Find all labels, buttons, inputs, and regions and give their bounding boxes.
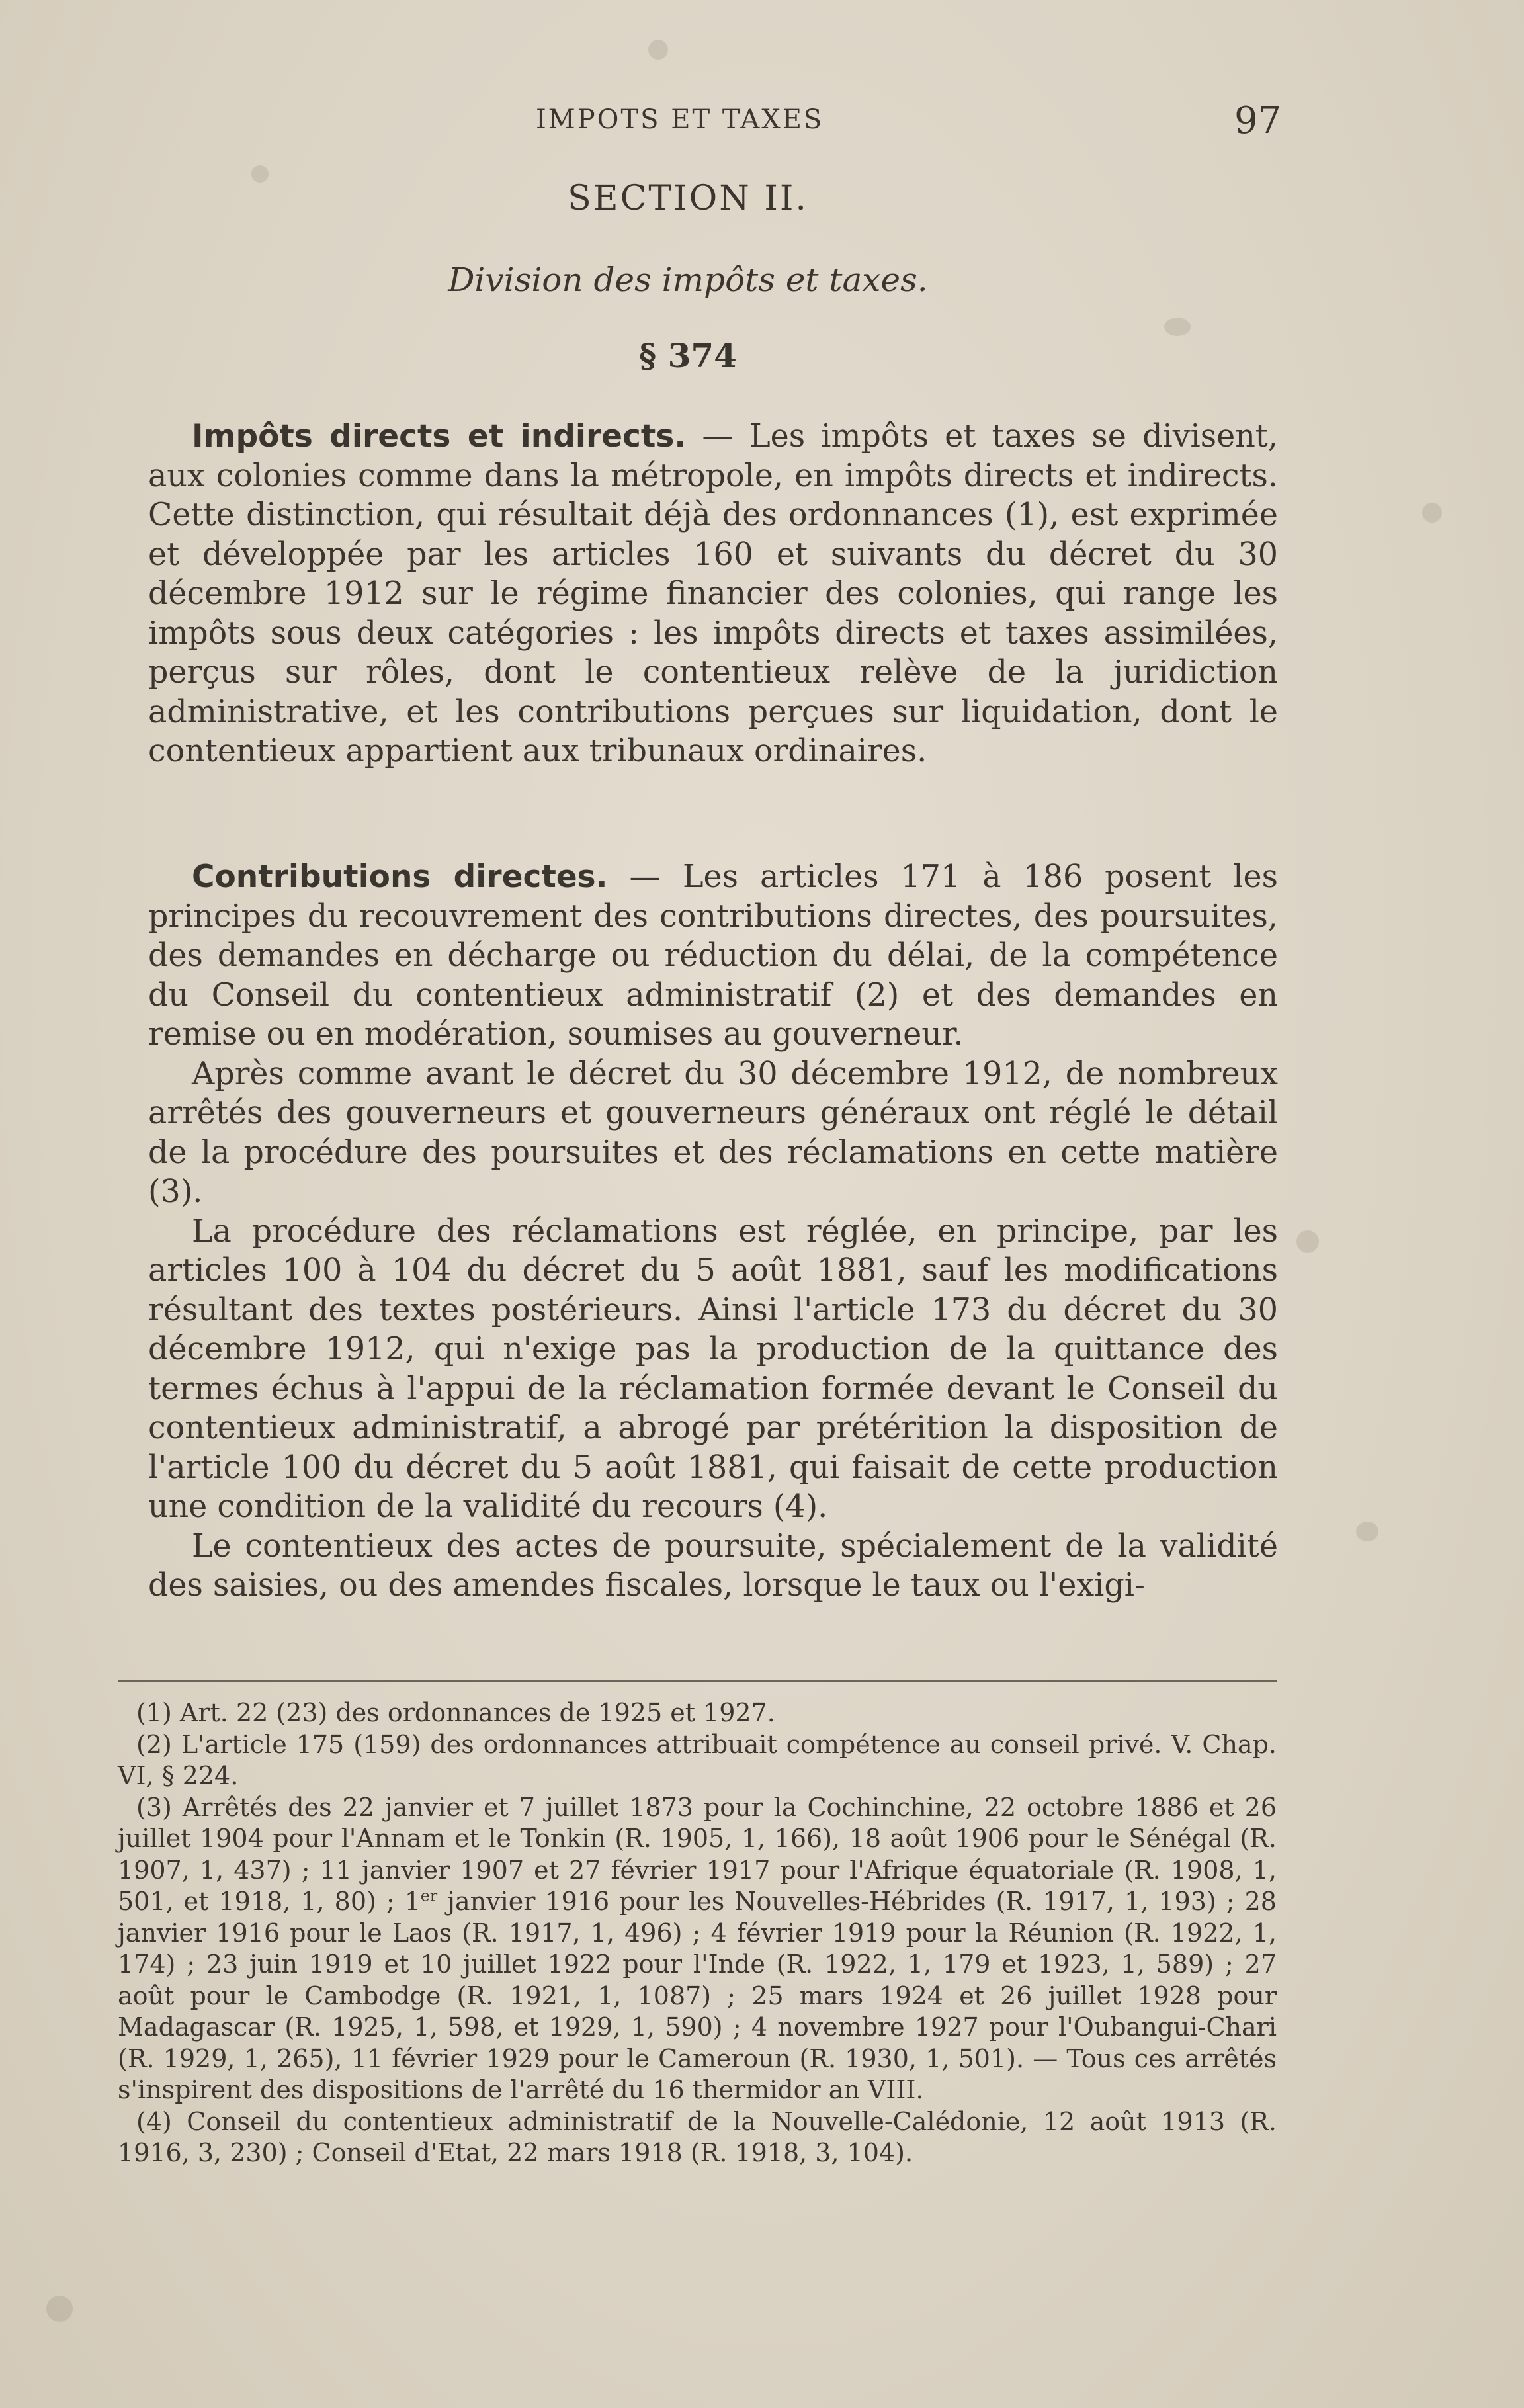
paragraph: La procédure des réclamations est réglée, en principe, par les articles 100 à 104 du décret du 5 août 1881, sauf les modifications résultant des textes postérieurs. Ainsi l'article 173 du décret du 30 décembre 1912, qui n'exige pas la production de la quittance des termes échus à l'appui de la réclamation formée devant le Conseil du contentieux administratif, a abrogé par prétérition la disposition de l'article 100 du décret du 5 août 1881, qui faisait de cette production une condition de la validité du recours (4). (148, 1213, 1278, 1525)
page-number: 97 (1234, 99, 1282, 142)
paper-stain (46, 2296, 73, 2322)
paragraph-lead: Contributions directes. (192, 859, 608, 895)
paragraph-number: § 374 (639, 336, 737, 375)
paragraph-lead: Impôts directs et indirects. (192, 418, 687, 454)
footnote-divider (118, 1680, 1277, 1682)
paragraph-text: — Les impôts et taxes se divisent, aux colonies comme dans la métropole, en impôts directs et indirects. Cette distinction, qui résultait déjà des ordonnances (1), est exprimée et développée par les articles 160 et suivants du décret du 30 décembre 1912 sur le régime financier des colonies, qui range les impôts sous deux catégories : les impôts directs et taxes assimilées, perçus sur rôles, dont le contentieux relève de la juridiction administrative, et les contributions perçues sur liquidation, dont le contentieux appartient aux tribunaux ordinaires. (148, 418, 1278, 769)
footnote-3-part: janvier 1916 pour les Nouvelles-Hébrides (R. 1917, 1, 193) ; 28 janvier 1916 pour le Laos (R. 1917, 1, 496) ; 4 février 1919 pour la Réunion (R. 1922, 1, 174) ; 23 juin 1919 et 10 juillet 1922 pour l'Inde (R. 1922, 1, 179 et 1923, 1, 589) ; 27 août pour le Cambodge (R. 1921, 1, 1087) ; 25 mars 1924 et 26 juillet 1928 pour Madagascar (R. 1925, 1, 598, et 1929, 1, 590) ; 4 novembre 1927 pour l'Oubangui-Chari (R. 1929, 1, 265), 11 février 1929 pour le Cameroun (R. 1930, 1, 501). — Tous ces arrêtés s'inspirent des dispositions de l'arrêté du 16 thermidor an VIII. (118, 1887, 1277, 2104)
paper-stain (1356, 1522, 1378, 1541)
paragraph-text: — Les articles 171 à 186 posent les principes du recouvrement des contributions directes, des poursuites, des demandes en décharge ou réduction du délai, de la compétence du Conseil du contentieux administratif (2) et des demandes en remise ou en modération, soumises au gouverneur. (148, 859, 1278, 1053)
paper-stain (1422, 503, 1442, 523)
footnote-4: (4) Conseil du contentieux administratif de la Nouvelle-Calédonie, 12 août 1913 (R. 1916, 3, 230) ; Conseil d'Etat, 22 mars 1918 (R. 1918, 3, 104). (118, 2106, 1277, 2167)
paper-stain (1296, 1230, 1319, 1253)
paper-stain (1164, 318, 1191, 336)
paragraph: Le contentieux des actes de poursuite, spécialement de la validité des saisies, ou des amendes fiscales, lorsque le taux ou l'exigi- (148, 1527, 1278, 1604)
footnotes (118, 1698, 1277, 2169)
footnote-1: (1) Art. 22 (23) des ordonnances de 1925 et 1927. (136, 1698, 775, 1727)
superscript: er (420, 1886, 438, 1905)
paper-stain (648, 40, 668, 60)
footnote-3 (118, 1792, 1277, 2106)
section-title: SECTION II. (568, 179, 808, 218)
section-subtitle: Division des impôts et taxes. (448, 261, 928, 299)
running-header: IMPOTS ET TAXES (536, 105, 824, 135)
body-block-1 (148, 417, 1278, 771)
footnote-2: (2) L'article 175 (159) des ordonnances attribuait compétence au conseil privé. V. Chap. VI, § 224. (118, 1729, 1277, 1790)
footnote-3-part: (3) Arrêtés des 22 janvier et 7 juillet 1873 pour la Cochinchine, 22 octobre 1886 et 26 juillet 1904 pour l'Annam et le Tonkin (R. 1905, 1, 166), 18 août 1906 pour le Sénégal (R. 1907, 1, 437) ; 11 janvier 1907 et 27 février 1917 pour l'Afrique équatoriale (R. 1908, 1, 501, et 1918, 1, 80) ; 1 (118, 1792, 1277, 1916)
body-block-2 (148, 857, 1278, 1606)
paragraph (148, 857, 1278, 1054)
paragraph: Après comme avant le décret du 30 décembre 1912, de nombreux arrêtés des gouverneurs et gouverneurs généraux ont réglé le détail de la procédure des poursuites et des réclamations en cette matière (3). (148, 1055, 1278, 1210)
paragraph (148, 417, 1278, 771)
